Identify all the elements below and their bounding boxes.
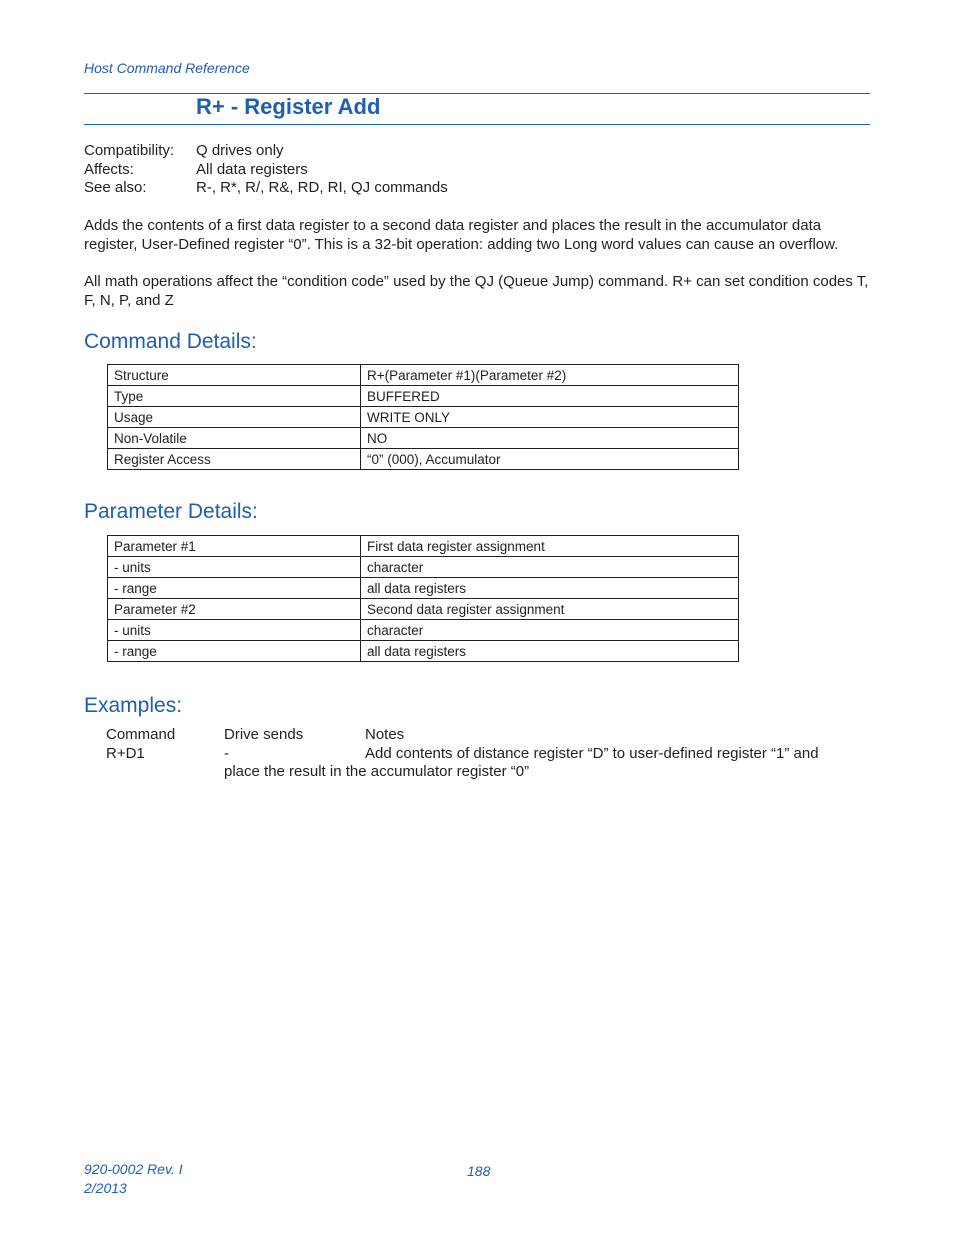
table-cell-key: Type: [108, 386, 361, 407]
table-cell-value: all data registers: [361, 578, 739, 599]
table-cell-value: R+(Parameter #1)(Parameter #2): [361, 365, 739, 386]
table-cell-key: Non-Volatile: [108, 428, 361, 449]
table-row: [108, 365, 739, 386]
description-paragraph-1: Adds the contents of a first data register to a second data register and places the result in the accumulator data register, User-Defined register “0”. This is a 32-bit operation: adding two Long word values can cause an overflow.: [84, 217, 839, 253]
example-notes: Add contents of distance register “D” to user-defined register “1” and: [365, 744, 819, 762]
examples-col-notes: Notes: [365, 726, 405, 743]
example-notes-continued: place the result in the accumulator register “0”: [224, 763, 530, 780]
meta-value: R-, R*, R/, R&, RD, RI, QJ commands: [196, 179, 448, 196]
meta-key: See also:: [84, 179, 147, 196]
table-cell-value: WRITE ONLY: [361, 407, 739, 428]
table-row: [108, 428, 739, 449]
footer-doc-number: 920-0002 Rev. I: [84, 1161, 183, 1177]
example-row: [106, 745, 846, 764]
examples-block: [106, 726, 846, 782]
page-title: R+ - Register Add: [196, 94, 381, 119]
table-cell-key: - range: [108, 641, 361, 662]
meta-key: Compatibility:: [84, 142, 175, 159]
table-cell-key: Structure: [108, 365, 361, 386]
meta-row-see-also: [84, 179, 448, 198]
meta-value: All data registers: [196, 160, 308, 178]
parameter-details-table: [107, 535, 739, 662]
examples-header-row: [106, 726, 846, 745]
command-details-heading: Command Details:: [84, 330, 257, 353]
table-row: [108, 641, 739, 662]
table-cell-key: Parameter #1: [108, 536, 361, 557]
examples-heading: Examples:: [84, 694, 183, 717]
footer-date: 2/2013: [84, 1179, 127, 1196]
running-header: Host Command Reference: [84, 60, 250, 76]
table-cell-key: - units: [108, 620, 361, 641]
table-cell-value: First data register assignment: [361, 536, 739, 557]
table-cell-value: BUFFERED: [361, 386, 739, 407]
meta-row-compatibility: [84, 142, 448, 161]
example-command: R+D1: [106, 744, 145, 762]
table-row: [108, 386, 739, 407]
table-cell-key: - range: [108, 578, 361, 599]
meta-value: Q drives only: [196, 142, 284, 159]
footer-page-number: 188: [467, 1163, 491, 1179]
table-row: [108, 599, 739, 620]
table-cell-value: NO: [361, 428, 739, 449]
table-row: [108, 407, 739, 428]
table-cell-value: character: [361, 620, 739, 641]
table-cell-key: Register Access: [108, 449, 361, 470]
table-cell-key: - units: [108, 557, 361, 578]
meta-block: [84, 142, 448, 198]
meta-key: Affects:: [84, 160, 134, 178]
table-row: [108, 578, 739, 599]
table-cell-value: “0” (000), Accumulator: [361, 449, 739, 470]
table-row: [108, 536, 739, 557]
description-paragraph-2: All math operations affect the “condition code” used by the QJ (Queue Jump) command. R+ can set condition codes T, F, N, P, and Z: [84, 273, 869, 309]
meta-row-affects: [84, 161, 448, 180]
parameter-details-heading: Parameter Details:: [84, 500, 258, 523]
table-cell-value: all data registers: [361, 641, 739, 662]
table-cell-key: Usage: [108, 407, 361, 428]
table-row: [108, 449, 739, 470]
table-cell-value: character: [361, 557, 739, 578]
command-details-table: [107, 364, 739, 470]
example-drive-sends: -: [224, 744, 229, 762]
examples-col-drive-sends: Drive sends: [224, 726, 304, 743]
table-cell-key: Parameter #2: [108, 599, 361, 620]
table-cell-value: Second data register assignment: [361, 599, 739, 620]
table-row: [108, 557, 739, 578]
examples-col-command: Command: [106, 726, 176, 743]
footer-doc-info: [84, 1160, 183, 1197]
table-row: [108, 620, 739, 641]
title-rule-bottom: [84, 124, 870, 125]
